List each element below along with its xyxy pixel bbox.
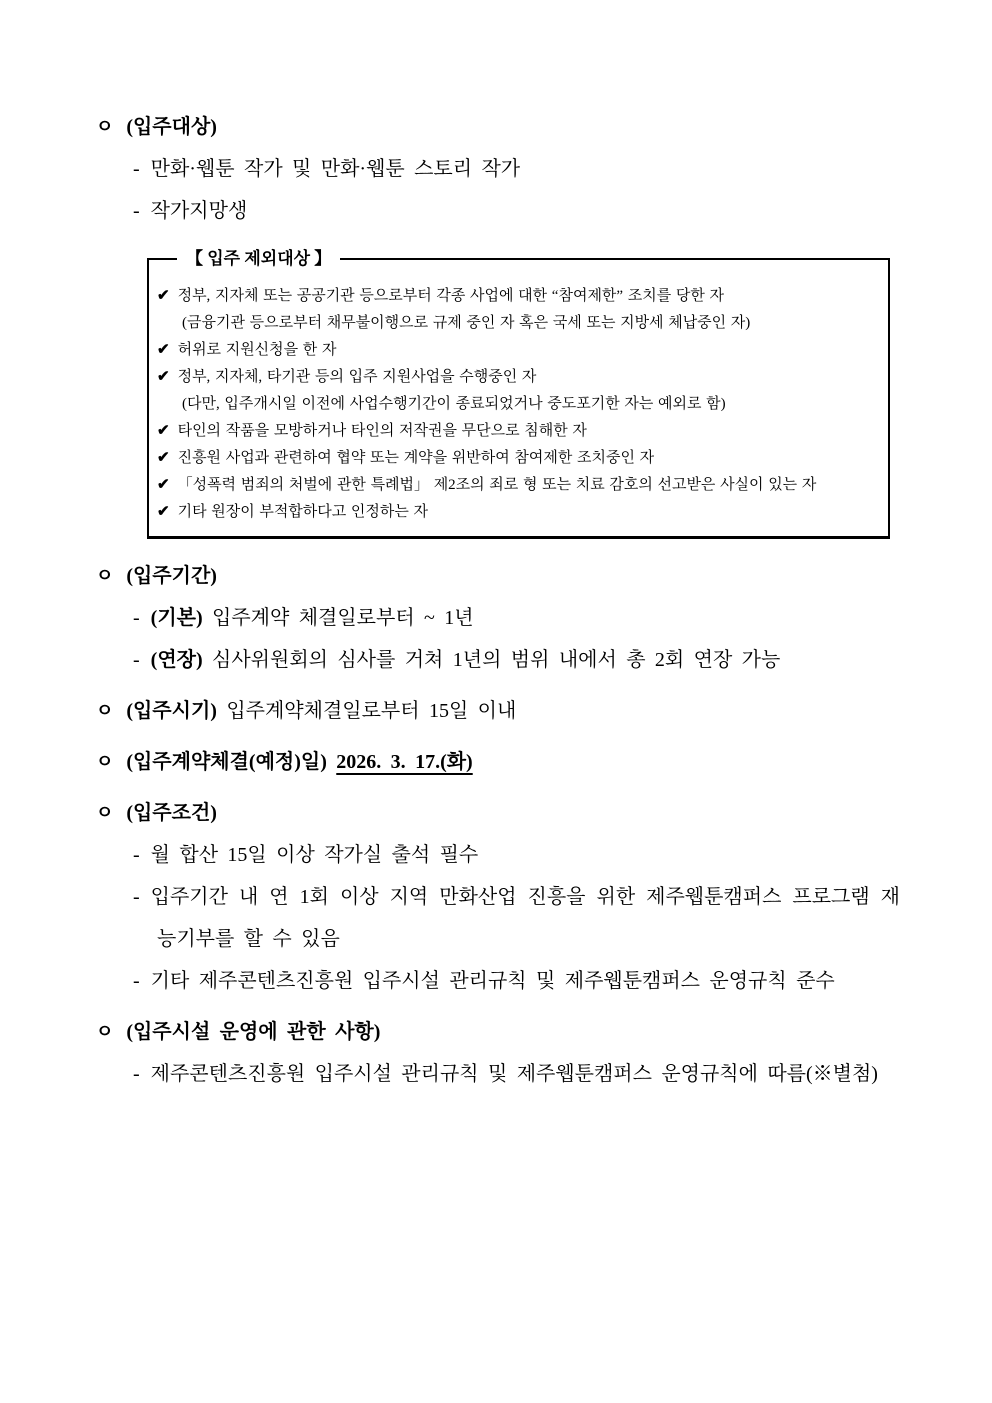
section-header-conditions xyxy=(95,792,900,834)
exclusion-item-1-text: 정부, 지자체 또는 공공기관 등으로부터 각종 사업에 대한 “참여제한” 조치를 당한 자 xyxy=(177,288,724,304)
bullet-conditions-2-text: 입주기간 내 연 1회 이상 지역 만화산업 진흥을 위한 제주웹툰캠퍼스 프로그램 재능기부를 할 수 있음 xyxy=(150,886,900,950)
section-marker: ㅇ xyxy=(95,116,114,138)
section-marker: ㅇ xyxy=(95,1021,114,1043)
dash-marker: - xyxy=(133,1063,140,1085)
bullet-target-1 xyxy=(95,148,900,190)
check-icon: ✔ xyxy=(157,369,170,385)
bullet-period-extension-text: 심사위원회의 심사를 거쳐 1년의 범위 내에서 총 2회 연장 가능 xyxy=(212,649,781,671)
bullet-period-basic xyxy=(95,597,900,639)
section-title-target: (입주대상) xyxy=(126,116,217,138)
exclusion-box-title: 【 입주 제외대상 】 xyxy=(177,245,340,273)
bullet-target-1-text: 만화·웹툰 작가 및 만화·웹툰 스토리 작가 xyxy=(150,158,521,180)
bullet-conditions-1 xyxy=(95,834,900,876)
bullet-conditions-1-text: 월 합산 15일 이상 작가실 출석 필수 xyxy=(150,844,479,866)
dash-marker: - xyxy=(133,649,140,671)
exclusion-item-2-text: 허위로 지원신청을 한 자 xyxy=(177,342,337,358)
exclusion-item-1 xyxy=(157,283,874,310)
bullet-conditions-2 xyxy=(95,876,900,960)
section-marker: ㅇ xyxy=(95,802,114,824)
exclusion-item-1-note: (금융기관 등으로부터 채무불이행으로 규제 중인 자 혹은 국세 또는 지방세 체납중인 자) xyxy=(182,315,751,331)
bullet-period-basic-text: 입주계약 체결일로부터 ~ 1년 xyxy=(212,607,474,629)
section-header-timing xyxy=(95,690,900,732)
dash-marker: - xyxy=(133,158,140,180)
dash-marker: - xyxy=(133,886,140,908)
exclusion-item-3-note: (다만, 입주개시일 이전에 사업수행기간이 종료되었거나 중도포기한 자는 예외로 함) xyxy=(182,396,726,412)
section-marker: ㅇ xyxy=(95,700,114,722)
section-marker: ㅇ xyxy=(95,565,114,587)
section-header-facility xyxy=(95,1011,900,1053)
bullet-conditions-3 xyxy=(95,960,900,1002)
document-body xyxy=(95,106,900,1095)
dash-marker: - xyxy=(133,200,140,222)
dash-marker: - xyxy=(133,607,140,629)
timing-text: 입주계약체결일로부터 15일 이내 xyxy=(226,700,517,722)
section-title-period: (입주기간) xyxy=(126,565,217,587)
section-title-contract-date: (입주계약체결(예정)일) xyxy=(126,751,327,773)
exclusion-item-5 xyxy=(157,445,874,472)
bullet-facility-1 xyxy=(95,1053,900,1095)
bullet-period-extension xyxy=(95,639,900,681)
bullet-target-2-text: 작가지망생 xyxy=(150,200,248,222)
dash-marker: - xyxy=(133,844,140,866)
exclusion-item-7 xyxy=(157,499,874,526)
exclusion-item-5-text: 진흥원 사업과 관련하여 협약 또는 계약을 위반하여 참여제한 조치중인 자 xyxy=(177,450,655,466)
check-icon: ✔ xyxy=(157,423,170,439)
section-header-period xyxy=(95,555,900,597)
bullet-target-2 xyxy=(95,190,900,232)
exclusion-item-7-text: 기타 원장이 부적합하다고 인정하는 자 xyxy=(177,504,429,520)
dash-marker: - xyxy=(133,970,140,992)
bullet-period-basic-label: (기본) xyxy=(150,607,203,629)
check-icon: ✔ xyxy=(157,504,170,520)
bullet-period-extension-label: (연장) xyxy=(150,649,203,671)
section-header-contract-date xyxy=(95,741,900,783)
section-header-target xyxy=(95,106,900,148)
bullet-facility-1-text: 제주콘텐츠진흥원 입주시설 관리규칙 및 제주웹툰캠퍼스 운영규칙에 따름(※별첨) xyxy=(150,1063,878,1085)
section-title-facility: (입주시설 운영에 관한 사항) xyxy=(126,1021,381,1043)
exclusion-item-6-text: 「성폭력 범죄의 처벌에 관한 특례법」 제2조의 죄로 형 또는 치료 감호의 선고받은 사실이 있는 자 xyxy=(177,477,817,493)
check-icon: ✔ xyxy=(157,342,170,358)
exclusion-item-2 xyxy=(157,337,874,364)
check-icon: ✔ xyxy=(157,450,170,466)
contract-date-value: 2026. 3. 17.(화) xyxy=(336,751,473,773)
exclusion-item-3-text: 정부, 지자체, 타기관 등의 입주 지원사업을 수행중인 자 xyxy=(177,369,537,385)
exclusion-item-6 xyxy=(157,472,874,499)
check-icon: ✔ xyxy=(157,477,170,493)
exclusion-item-3 xyxy=(157,364,874,391)
section-title-conditions: (입주조건) xyxy=(126,802,217,824)
section-title-timing: (입주시기) xyxy=(126,700,217,722)
exclusion-box xyxy=(147,249,890,539)
exclusion-item-4 xyxy=(157,418,874,445)
check-icon: ✔ xyxy=(157,288,170,304)
section-marker: ㅇ xyxy=(95,751,114,773)
bullet-conditions-3-text: 기타 제주콘텐츠진흥원 입주시설 관리규칙 및 제주웹툰캠퍼스 운영규칙 준수 xyxy=(150,970,835,992)
exclusion-item-4-text: 타인의 작품을 모방하거나 타인의 저작권을 무단으로 침해한 자 xyxy=(177,423,587,439)
exclusion-box-content xyxy=(157,283,874,526)
